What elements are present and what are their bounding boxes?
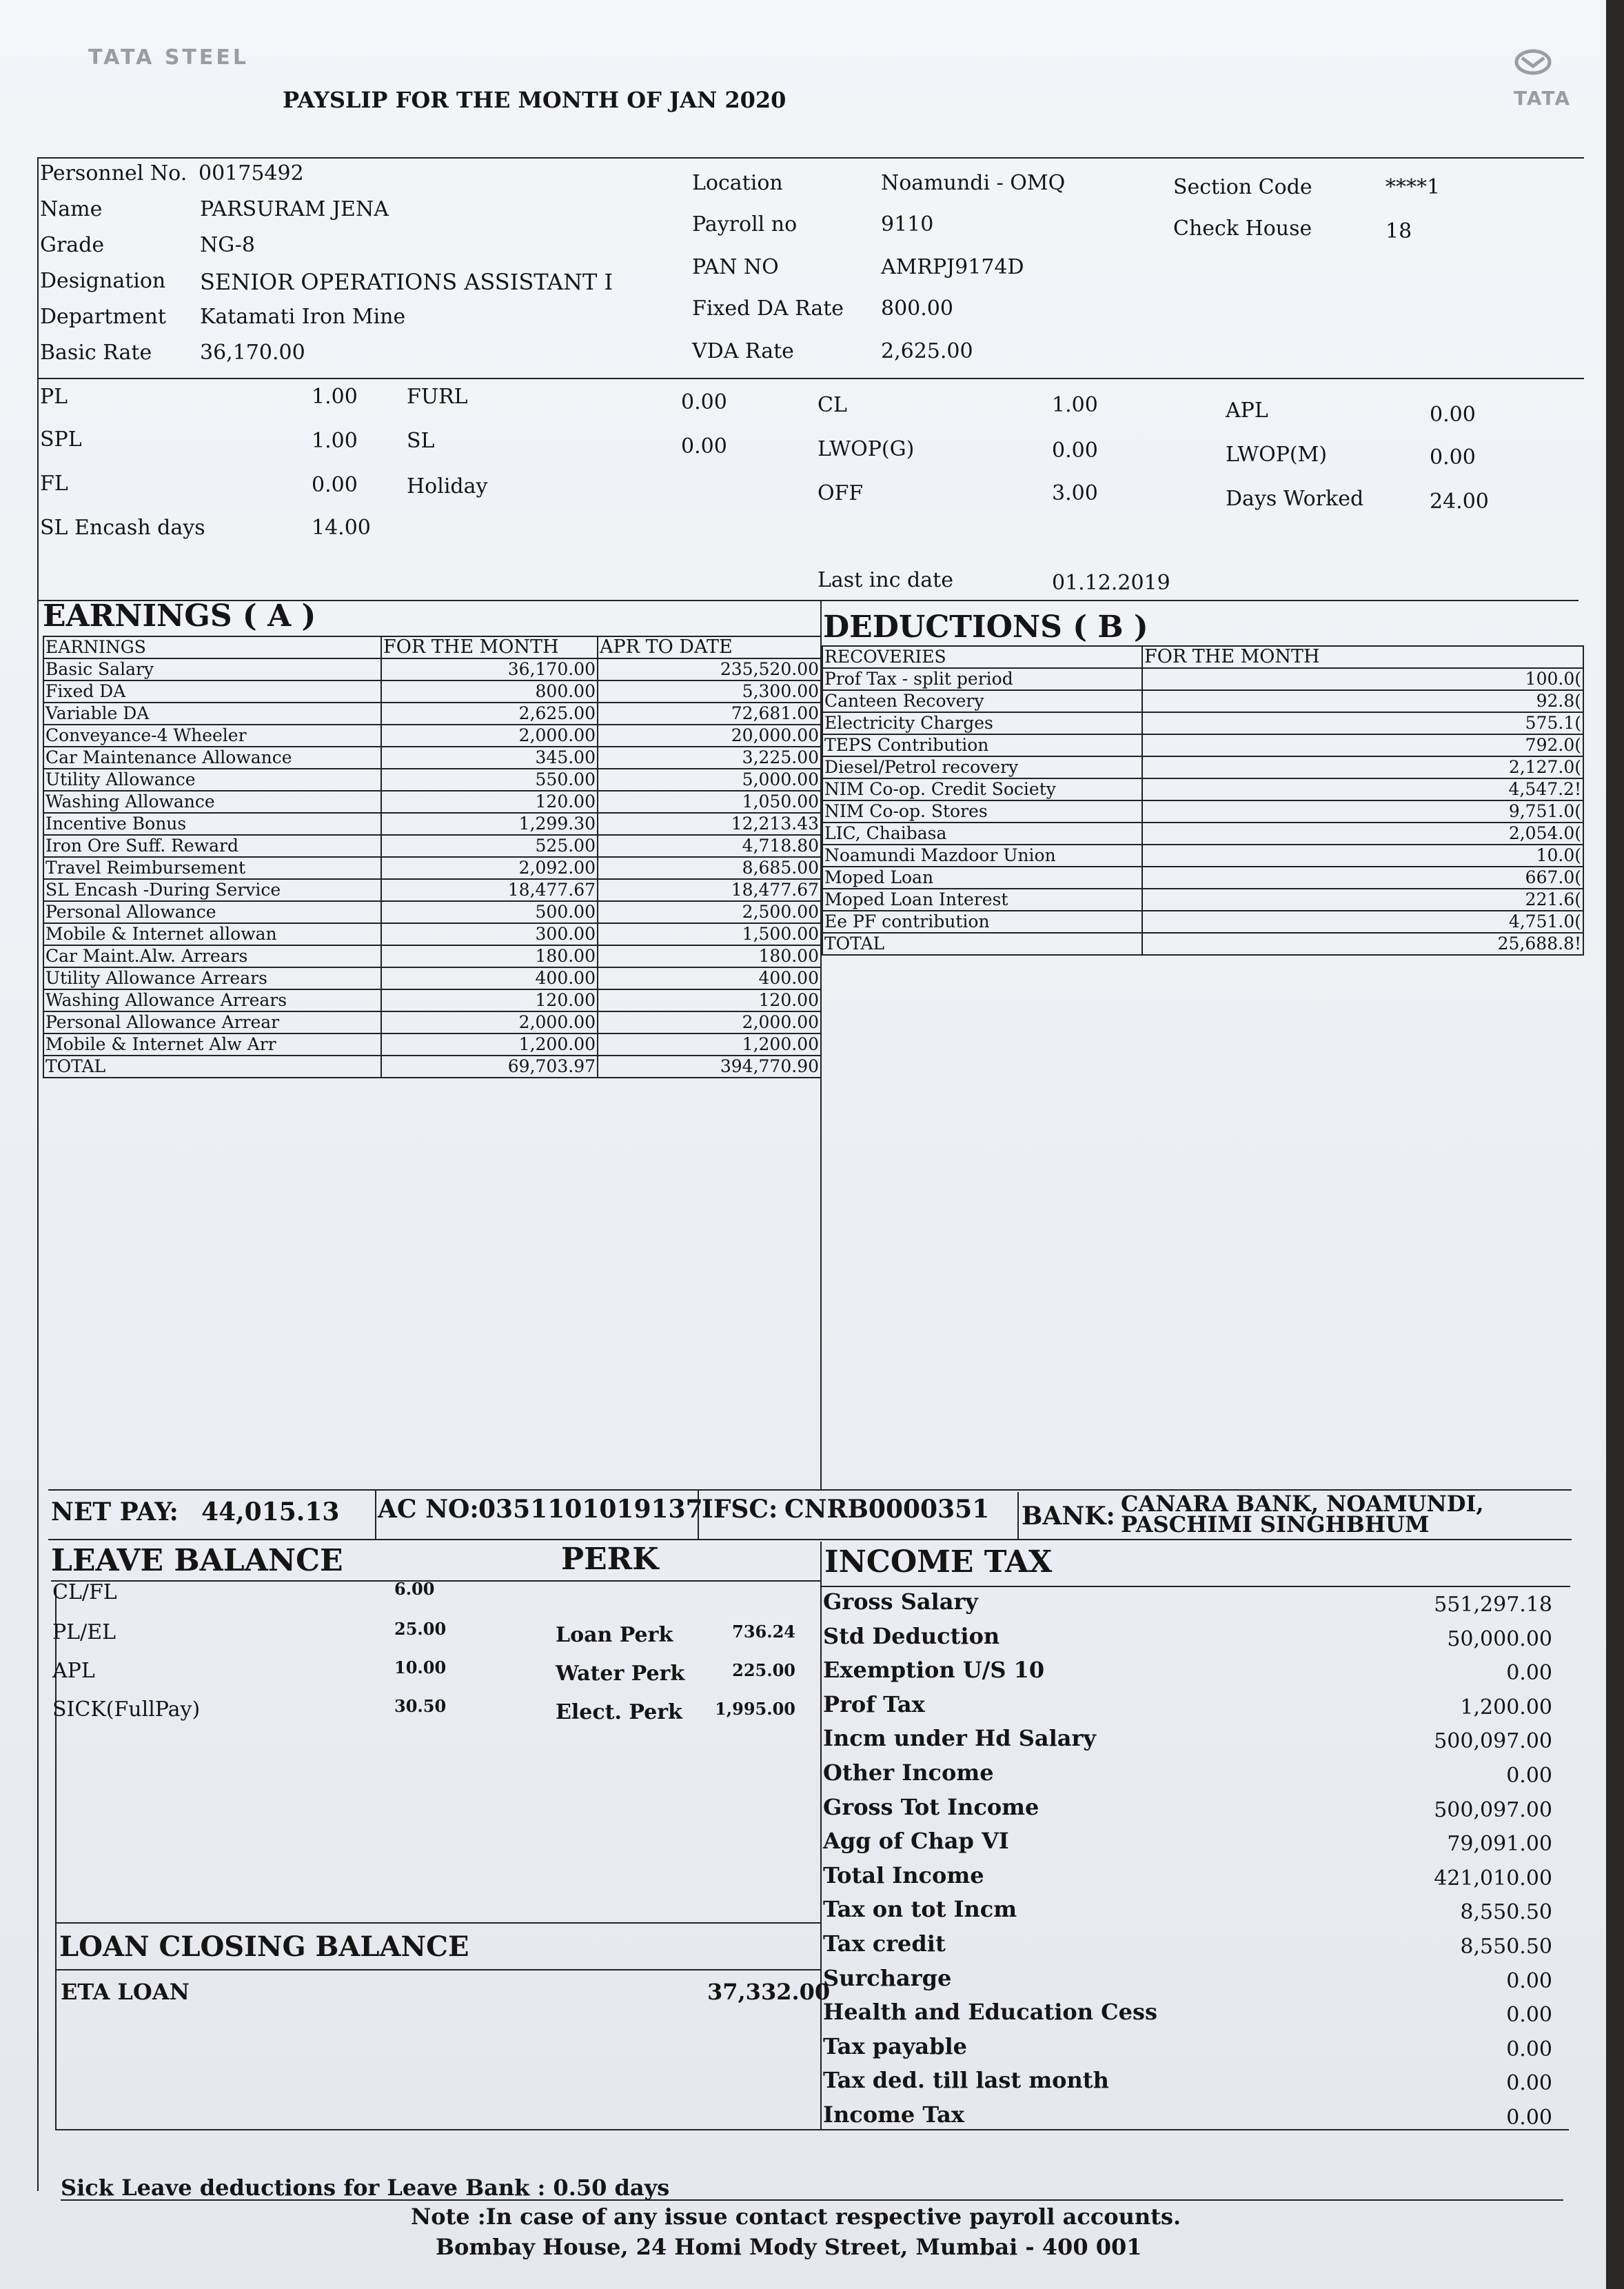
deduction-item-month: 4,751.0(: [1142, 911, 1583, 933]
rule-lower-mid: [820, 1542, 822, 2130]
earnings-item-month: 345.00: [381, 747, 598, 769]
tax-item-value: 0.00: [1506, 1661, 1552, 1685]
tax-item-name: Total Income: [823, 1862, 984, 1888]
leave-balance-value: 30.50: [394, 1696, 447, 1716]
apl-label: APL: [1226, 399, 1268, 423]
table-row: [43, 989, 821, 1011]
earnings-item-name: Iron Ore Suff. Reward: [43, 835, 381, 857]
payroll-label: Payroll no: [692, 212, 798, 236]
tax-item-value: 0.00: [1506, 1764, 1552, 1788]
earnings-item-name: Mobile & Internet allowan: [43, 923, 381, 945]
earnings-item-ytd: 394,770.90: [598, 1056, 821, 1078]
company-logo-text: TATA STEEL: [88, 46, 249, 70]
spl-label: SPL: [40, 427, 82, 452]
deductions-header-row: [822, 646, 1583, 668]
rule-lower-bottom: [55, 2129, 1569, 2130]
earnings-item-name: Basic Salary: [43, 658, 381, 680]
earnings-item-month: 800.00: [381, 680, 598, 703]
personnel-no-value: 00175492: [199, 161, 304, 185]
deduction-item-month: 9,751.0(: [1142, 800, 1583, 823]
tax-item-name: Other Income: [823, 1759, 994, 1786]
earnings-heading: EARNINGS ( A ): [43, 598, 316, 634]
holiday-label: Holiday: [407, 474, 488, 498]
tax-item-value: 0.00: [1506, 2037, 1552, 2061]
sl-encash-value: 14.00: [312, 516, 371, 540]
tax-item-name: Incm under Hd Salary: [823, 1725, 1096, 1751]
leave-balance-name: SICK(FullPay): [52, 1697, 201, 1722]
tax-item-name: Tax credit: [823, 1930, 946, 1957]
earnings-item-name: Washing Allowance: [43, 791, 381, 813]
earnings-item-name: Car Maint.Alw. Arrears: [43, 945, 381, 967]
tax-item-name: Surcharge: [823, 1965, 952, 1991]
days-worked-label: Days Worked: [1226, 487, 1364, 511]
location-value: Noamundi - OMQ: [881, 171, 1066, 195]
earnings-item-ytd: 12,213.43: [598, 813, 821, 835]
rule-netpay-bottom: [48, 1539, 1572, 1540]
deduction-item-month: 10.0(: [1142, 845, 1583, 867]
fl-label: FL: [40, 472, 68, 496]
table-row: [43, 857, 821, 879]
basic-rate-value: 36,170.00: [200, 341, 305, 365]
days-worked-value: 24.00: [1430, 490, 1489, 514]
table-row: [822, 756, 1583, 778]
cl-value: 1.00: [1052, 393, 1098, 417]
table-row: [822, 690, 1583, 712]
pl-value: 1.00: [312, 385, 358, 409]
deductions-table: [822, 645, 1584, 956]
deductions-total-row: [822, 933, 1583, 955]
ac-label: AC NO:: [378, 1495, 479, 1524]
deduction-item-name: Prof Tax - split period: [822, 668, 1142, 690]
table-row: [822, 867, 1583, 889]
personnel-no-label: Personnel No.: [40, 161, 187, 185]
cl-label: CL: [818, 393, 847, 417]
earnings-item-name: Utility Allowance: [43, 769, 381, 791]
earnings-item-month: 2,000.00: [381, 725, 598, 747]
deduction-item-name: Canteen Recovery: [822, 690, 1142, 712]
lwopm-value: 0.00: [1430, 445, 1476, 470]
earnings-item-month: 2,092.00: [381, 857, 598, 879]
rule-netpay-sep3: [1017, 1492, 1019, 1539]
tax-item-value: 0.00: [1506, 2106, 1552, 2130]
table-row: [43, 945, 821, 967]
earnings-item-ytd: 4,718.80: [598, 835, 821, 857]
earnings-table: [43, 636, 822, 1078]
loan-value: 37,332.00: [707, 1979, 831, 2005]
earnings-item-month: 120.00: [381, 791, 598, 813]
table-row: [43, 967, 821, 989]
leave-balance-heading: LEAVE BALANCE: [51, 1543, 343, 1578]
sick-leave-note: Sick Leave deductions for Leave Bank : 0.50 days: [61, 2175, 670, 2201]
deduction-item-name: NIM Co-op. Credit Society: [822, 778, 1142, 800]
leave-balance-name: APL: [52, 1659, 95, 1683]
earnings-item-name: Washing Allowance Arrears: [43, 989, 381, 1011]
section-code-label: Section Code: [1173, 175, 1312, 199]
last-inc-value: 01.12.2019: [1052, 571, 1170, 595]
earnings-item-name: Incentive Bonus: [43, 813, 381, 835]
tax-item-value: 0.00: [1506, 2003, 1552, 2027]
earnings-item-ytd: 18,477.67: [598, 879, 821, 901]
earnings-item-month: 18,477.67: [381, 879, 598, 901]
tax-item-name: Tax ded. till last month: [823, 2067, 1109, 2093]
perk-name: Elect. Perk: [556, 1700, 682, 1724]
check-house-label: Check House: [1173, 216, 1312, 241]
deduction-item-name: NIM Co-op. Stores: [822, 800, 1142, 823]
earnings-item-ytd: 3,225.00: [598, 747, 821, 769]
earnings-item-ytd: 235,520.00: [598, 658, 821, 680]
tax-item-name: Tax on tot Incm: [823, 1896, 1017, 1922]
table-row: [43, 703, 821, 725]
ac-value: 0351101019137: [478, 1495, 703, 1524]
tax-item-name: Gross Tot Income: [823, 1794, 1039, 1820]
off-value: 3.00: [1052, 481, 1098, 505]
tax-item-value: 421,010.00: [1434, 1866, 1552, 1890]
earnings-total-row: [43, 1056, 821, 1078]
earnings-item-ytd: 180.00: [598, 945, 821, 967]
rule-loan-heading: [55, 1969, 820, 1970]
deduction-item-name: Electricity Charges: [822, 712, 1142, 734]
deduction-item-month: 100.0(: [1142, 668, 1583, 690]
tax-item-name: Prof Tax: [823, 1691, 925, 1717]
deduction-item-month: 221.6(: [1142, 889, 1583, 911]
lwopm-label: LWOP(M): [1226, 443, 1328, 467]
sl-label: SL: [407, 429, 435, 453]
earnings-item-month: 69,703.97: [381, 1056, 598, 1078]
basic-rate-label: Basic Rate: [40, 341, 152, 365]
table-row: [43, 1011, 821, 1033]
table-row: [822, 845, 1583, 867]
earnings-item-month: 300.00: [381, 923, 598, 945]
fl-value: 0.00: [312, 473, 358, 497]
deduction-item-name: TEPS Contribution: [822, 734, 1142, 756]
rule-attendance-top: [37, 378, 1584, 379]
tata-logo-label: TATA: [1514, 87, 1572, 110]
furl-label: FURL: [407, 385, 468, 409]
vda-label: VDA Rate: [692, 339, 794, 363]
rule-footer: [61, 2199, 1563, 2201]
table-row: [43, 813, 821, 835]
tax-item-name: Std Deduction: [823, 1623, 1000, 1649]
earnings-col-name: EARNINGS: [43, 636, 381, 658]
earnings-item-ytd: 20,000.00: [598, 725, 821, 747]
earnings-item-name: Conveyance-4 Wheeler: [43, 725, 381, 747]
deduction-item-name: Noamundi Mazdoor Union: [822, 845, 1142, 867]
rule-top: [37, 157, 1584, 159]
fixed-da-label: Fixed DA Rate: [692, 296, 844, 321]
earnings-item-ytd: 5,300.00: [598, 680, 821, 703]
earnings-item-name: Variable DA: [43, 703, 381, 725]
table-row: [43, 923, 821, 945]
department-value: Katamati Iron Mine: [200, 305, 406, 329]
deduction-item-month: 92.8(: [1142, 690, 1583, 712]
deduction-item-month: 575.1(: [1142, 712, 1583, 734]
pl-label: PL: [40, 385, 68, 409]
perk-name: Water Perk: [556, 1662, 685, 1686]
deduction-item-name: TOTAL: [822, 933, 1142, 955]
bank-line1: CANARA BANK, NOAMUNDI,: [1121, 1491, 1484, 1517]
earnings-item-month: 500.00: [381, 901, 598, 923]
earnings-item-month: 120.00: [381, 989, 598, 1011]
table-row: [43, 769, 821, 791]
earnings-item-name: Mobile & Internet Alw Arr: [43, 1033, 381, 1056]
grade-value: NG-8: [200, 233, 255, 257]
tax-item-value: 50,000.00: [1447, 1627, 1552, 1651]
earnings-item-name: Fixed DA: [43, 680, 381, 703]
bank-label: BANK:: [1022, 1502, 1115, 1531]
tax-item-value: 1,200.00: [1460, 1695, 1552, 1720]
tax-item-name: Health and Education Cess: [823, 1999, 1157, 2025]
table-row: [822, 734, 1583, 756]
deduction-item-name: Diesel/Petrol recovery: [822, 756, 1142, 778]
fixed-da-value: 800.00: [881, 296, 953, 321]
table-row: [822, 778, 1583, 800]
bank-line2: PASCHIMI SINGHBHUM: [1121, 1511, 1430, 1537]
earnings-item-ytd: 120.00: [598, 989, 821, 1011]
earnings-item-month: 1,200.00: [381, 1033, 598, 1056]
earnings-item-ytd: 2,500.00: [598, 901, 821, 923]
earnings-item-ytd: 72,681.00: [598, 703, 821, 725]
rule-netpay-sep1: [375, 1489, 376, 1539]
table-row: [43, 791, 821, 813]
tax-item-value: 79,091.00: [1447, 1832, 1552, 1856]
pan-value: AMRPJ9174D: [881, 255, 1024, 279]
earnings-header-row: [43, 636, 821, 658]
leave-balance-value: 10.00: [394, 1657, 447, 1677]
earnings-item-name: TOTAL: [43, 1056, 381, 1078]
earnings-item-month: 180.00: [381, 945, 598, 967]
rule-loan-top: [55, 1922, 820, 1924]
earnings-item-month: 525.00: [381, 835, 598, 857]
deduction-item-month: 792.0(: [1142, 734, 1583, 756]
tata-logo-icon: [1514, 48, 1552, 87]
earnings-item-month: 36,170.00: [381, 658, 598, 680]
net-pay-value: 44,015.13: [201, 1498, 340, 1526]
earnings-item-month: 400.00: [381, 967, 598, 989]
perk-value: 225.00: [732, 1660, 795, 1680]
table-row: [822, 889, 1583, 911]
perk-value: 1,995.00: [715, 1699, 795, 1719]
apl-value: 0.00: [1430, 403, 1476, 427]
rule-tax-heading: [822, 1586, 1570, 1587]
table-row: [822, 712, 1583, 734]
table-row: [43, 879, 821, 901]
deductions-col-month: FOR THE MONTH: [1142, 646, 1583, 668]
designation-label: Designation: [40, 269, 166, 293]
lwopg-value: 0.00: [1052, 438, 1098, 463]
last-inc-label: Last inc date: [818, 568, 953, 592]
table-row: [43, 725, 821, 747]
table-row: [43, 835, 821, 857]
table-row: [822, 800, 1583, 823]
deductions-col-name: RECOVERIES: [822, 646, 1142, 668]
table-row: [822, 668, 1583, 690]
rule-left: [37, 157, 39, 2191]
sl-value: 0.00: [681, 434, 727, 458]
leave-balance-name: PL/EL: [52, 1620, 116, 1644]
lwopg-label: LWOP(G): [818, 437, 915, 461]
payroll-note: Note :In case of any issue contact respective payroll accounts.: [411, 2204, 1181, 2230]
payroll-value: 9110: [881, 212, 934, 236]
name-label: Name: [40, 197, 103, 221]
sl-encash-label: SL Encash days: [40, 516, 205, 540]
deduction-item-month: 25,688.8!: [1142, 933, 1583, 955]
table-row: [43, 901, 821, 923]
deduction-item-name: Ee PF contribution: [822, 911, 1142, 933]
earnings-item-name: Travel Reimbursement: [43, 857, 381, 879]
perk-heading: PERK: [561, 1542, 659, 1577]
earnings-col-month: FOR THE MONTH: [381, 636, 598, 658]
earnings-item-ytd: 1,050.00: [598, 791, 821, 813]
deduction-item-name: LIC, Chaibasa: [822, 823, 1142, 845]
earnings-item-month: 550.00: [381, 769, 598, 791]
tax-item-value: 0.00: [1506, 2071, 1552, 2095]
earnings-item-ytd: 2,000.00: [598, 1011, 821, 1033]
grade-label: Grade: [40, 233, 105, 257]
company-address: Bombay House, 24 Homi Mody Street, Mumbai - 400 001: [436, 2234, 1142, 2260]
earnings-item-ytd: 1,200.00: [598, 1033, 821, 1056]
earnings-item-name: Personal Allowance Arrear: [43, 1011, 381, 1033]
tax-item-value: 0.00: [1506, 1969, 1552, 1993]
rule-leave-heading: [51, 1580, 822, 1582]
loan-name: ETA LOAN: [61, 1979, 190, 2005]
off-label: OFF: [818, 481, 864, 505]
earnings-item-name: Car Maintenance Allowance: [43, 747, 381, 769]
income-tax-heading: INCOME TAX: [824, 1544, 1053, 1580]
check-house-value: 18: [1386, 219, 1412, 243]
deduction-item-month: 2,127.0(: [1142, 756, 1583, 778]
pan-label: PAN NO: [692, 255, 779, 279]
earnings-item-ytd: 400.00: [598, 967, 821, 989]
furl-value: 0.00: [681, 390, 727, 414]
tax-item-value: 8,550.50: [1460, 1935, 1552, 1959]
earnings-item-name: Utility Allowance Arrears: [43, 967, 381, 989]
earnings-item-ytd: 5,000.00: [598, 769, 821, 791]
tax-item-name: Exemption U/S 10: [823, 1657, 1045, 1683]
earnings-item-ytd: 8,685.00: [598, 857, 821, 879]
leave-balance-value: 25.00: [394, 1619, 447, 1639]
deductions-heading: DEDUCTIONS ( B ): [823, 609, 1148, 645]
leave-balance-value: 6.00: [394, 1579, 435, 1599]
tax-item-name: Agg of Chap VI: [823, 1828, 1009, 1854]
earnings-item-ytd: 1,500.00: [598, 923, 821, 945]
earnings-col-ytd: APR TO DATE: [598, 636, 821, 658]
vda-value: 2,625.00: [881, 339, 973, 363]
table-row: [43, 680, 821, 703]
tax-item-name: Gross Salary: [823, 1589, 978, 1615]
earnings-item-name: SL Encash -During Service: [43, 879, 381, 901]
deduction-item-month: 2,054.0(: [1142, 823, 1583, 845]
location-label: Location: [692, 171, 783, 195]
department-label: Department: [40, 305, 166, 329]
tax-item-name: Tax payable: [823, 2033, 968, 2059]
deduction-item-month: 667.0(: [1142, 867, 1583, 889]
earnings-item-name: Personal Allowance: [43, 901, 381, 923]
rule-netpay-sep2: [698, 1489, 699, 1539]
section-code-value: ****1: [1386, 175, 1441, 199]
deduction-item-month: 4,547.2!: [1142, 778, 1583, 800]
earnings-item-month: 1,299.30: [381, 813, 598, 835]
table-row: [43, 1033, 821, 1056]
deduction-item-name: Moped Loan Interest: [822, 889, 1142, 911]
tax-item-value: 500,097.00: [1434, 1798, 1552, 1822]
table-row: [43, 658, 821, 680]
net-pay-label: NET PAY:: [51, 1498, 179, 1526]
leave-balance-name: CL/FL: [52, 1580, 117, 1604]
earnings-item-month: 2,000.00: [381, 1011, 598, 1033]
ifsc-value: CNRB0000351: [784, 1495, 990, 1524]
designation-value: SENIOR OPERATIONS ASSISTANT I: [200, 269, 613, 295]
perk-value: 736.24: [732, 1622, 795, 1642]
perk-name: Loan Perk: [556, 1623, 673, 1647]
table-row: [43, 747, 821, 769]
ifsc-label: IFSC:: [702, 1495, 778, 1524]
tax-item-value: 551,297.18: [1434, 1593, 1552, 1617]
loan-heading: LOAN CLOSING BALANCE: [59, 1930, 469, 1963]
earnings-item-month: 2,625.00: [381, 703, 598, 725]
payslip-title: PAYSLIP FOR THE MONTH OF JAN 2020: [283, 87, 786, 113]
table-row: [822, 823, 1583, 845]
tax-item-value: 8,550.50: [1460, 1900, 1552, 1924]
table-row: [822, 911, 1583, 933]
deduction-item-name: Moped Loan: [822, 867, 1142, 889]
tax-item-name: Income Tax: [823, 2101, 964, 2128]
spl-value: 1.00: [312, 429, 358, 453]
tax-item-value: 500,097.00: [1434, 1729, 1552, 1753]
name-value: PARSURAM JENA: [200, 197, 389, 221]
